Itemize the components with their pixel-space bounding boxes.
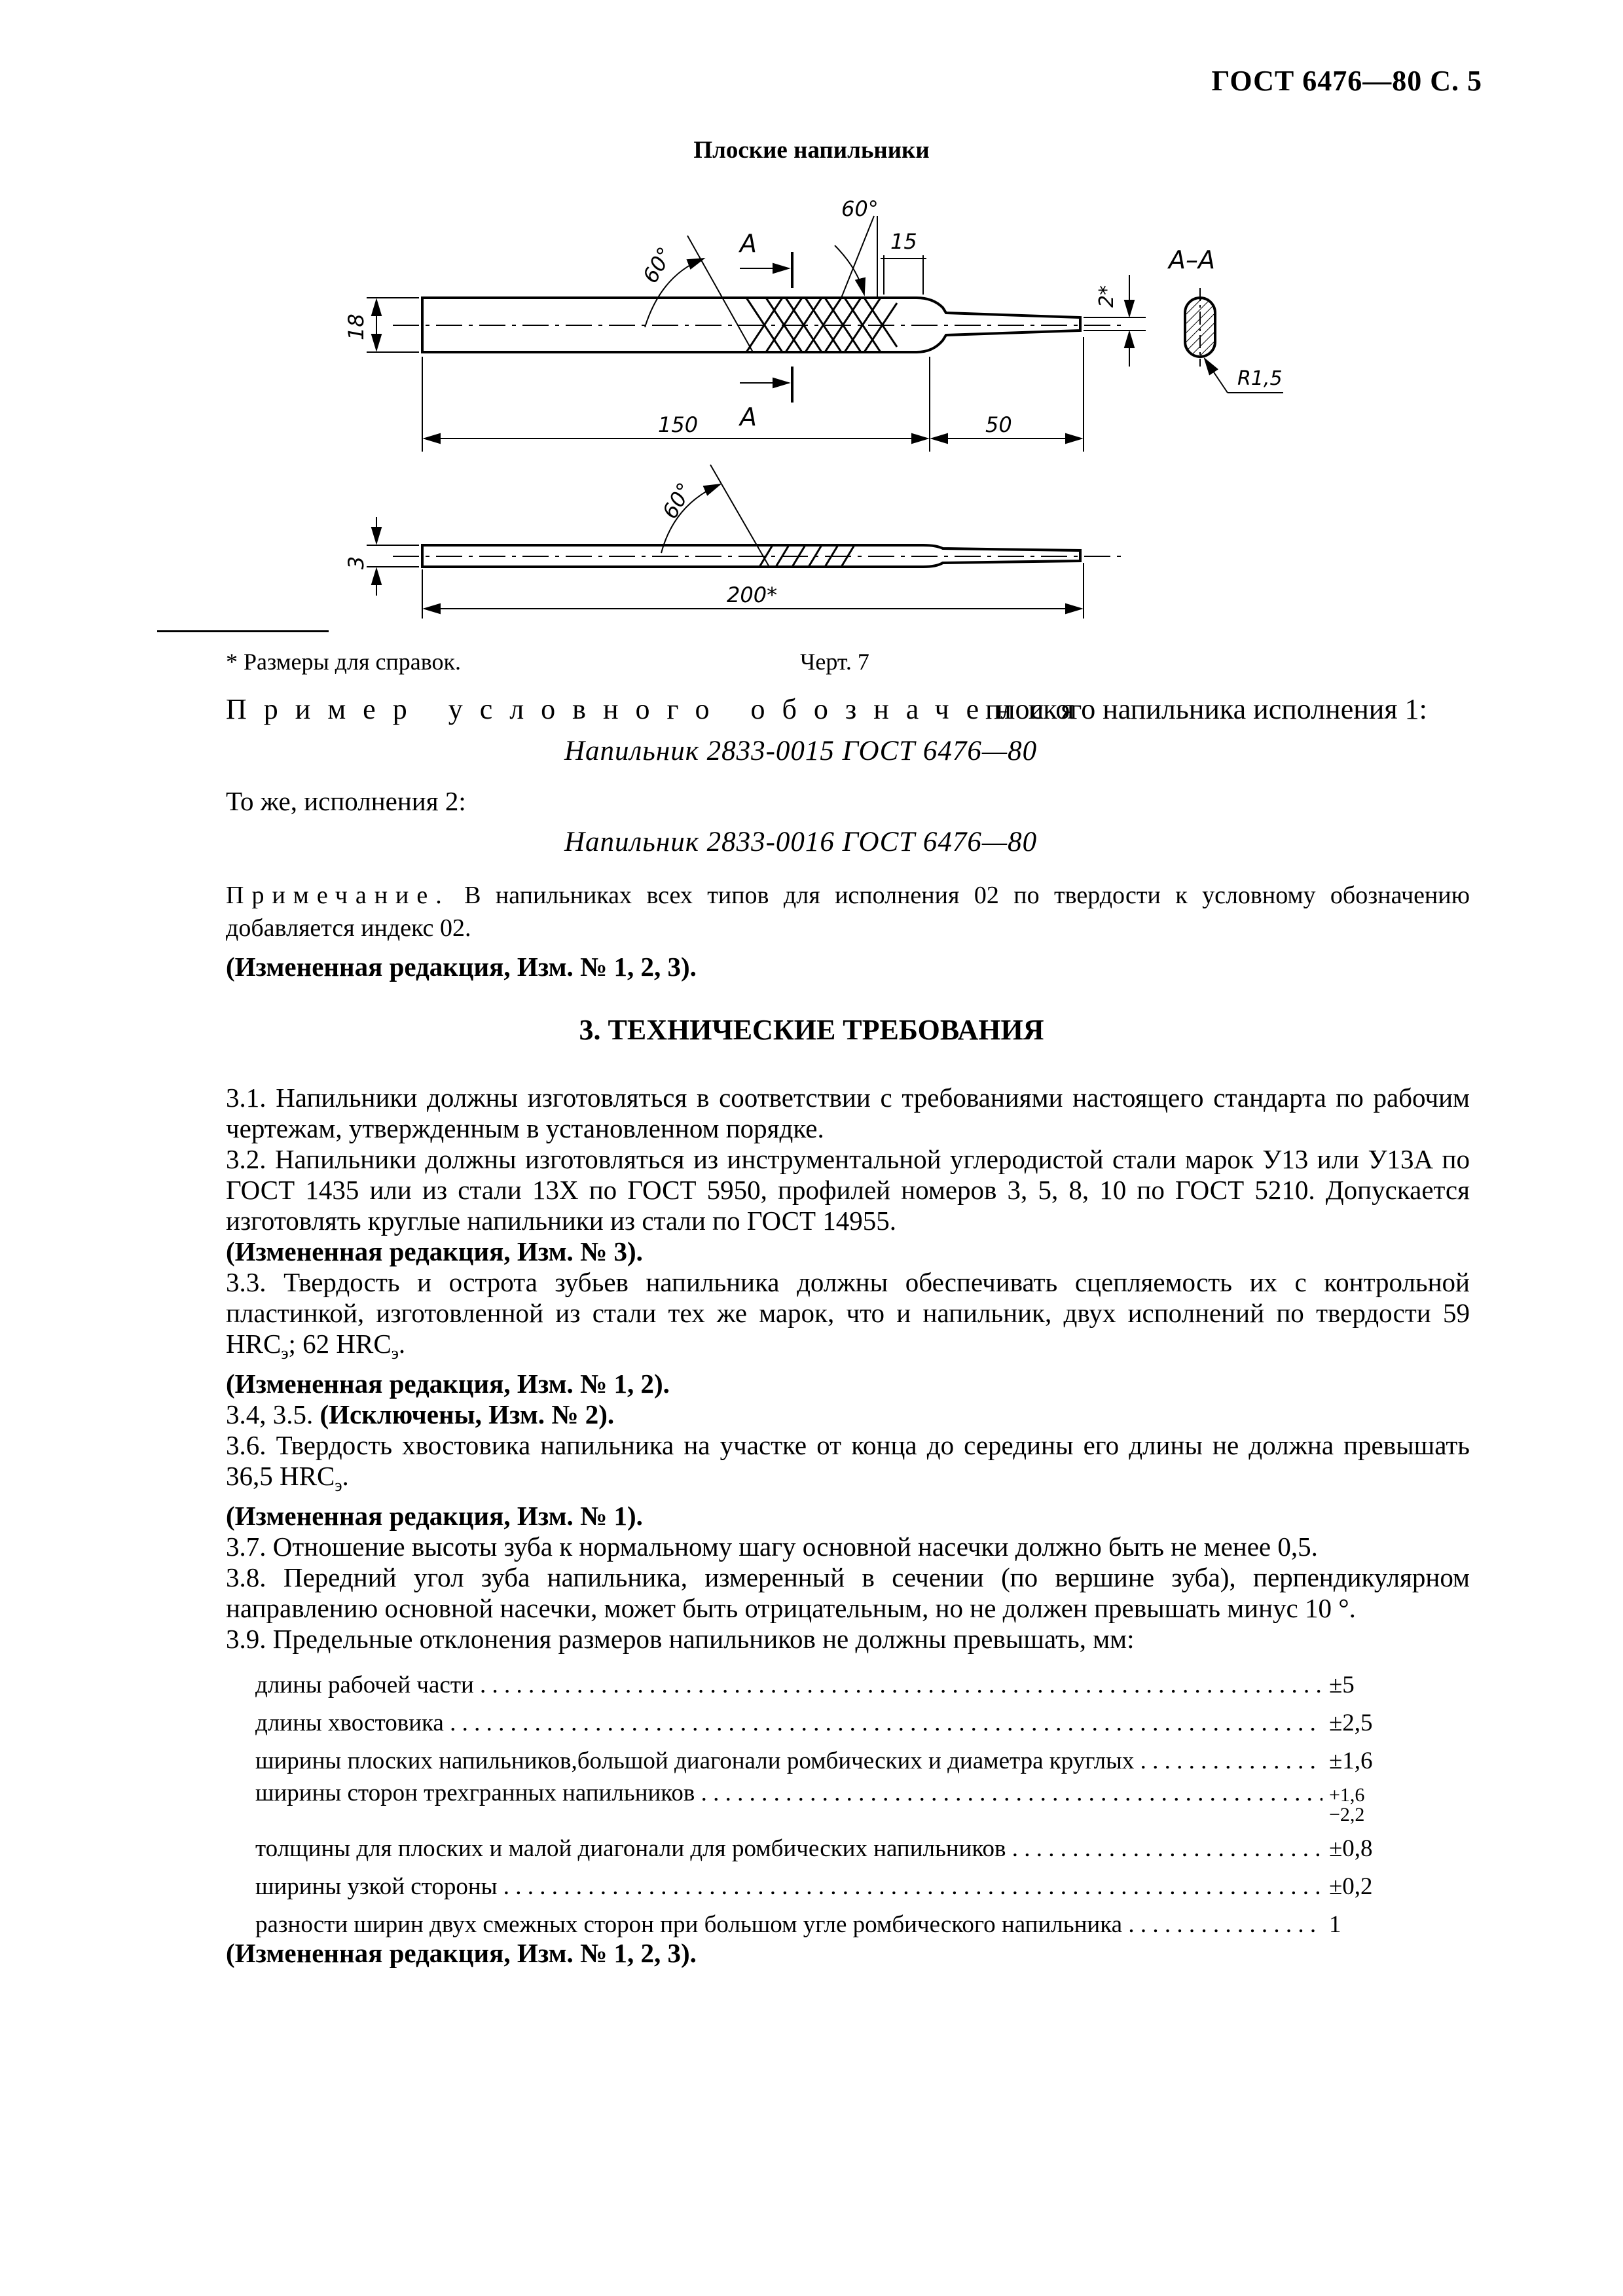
example-tail: плоского напильника исполнения 1: xyxy=(985,693,1427,725)
note xyxy=(226,879,1470,944)
dim-150: 150 xyxy=(658,412,699,437)
section-mark-bottom: А xyxy=(740,403,757,431)
para-3-3: 3.3. Твердость и острота зубьев напильника должны обеспечивать сцепляемость их с контрольной пластинкой, изготовленной из стали тех же марок, что и напильник, двух исполнений по твердости 59 $HRC_э$; 62 $HRC_э$. xyxy=(226,1267,1470,1363)
tolerance-row: длины рабочей части . . . ±5 xyxy=(255,1661,1414,1699)
tolerance-row: ширины узкой стороны . . . ±0,2 xyxy=(255,1863,1414,1901)
amendment-1: (Измененная редакция, Изм. № 1, 2, 3). xyxy=(226,952,697,982)
para-3-7: 3.7. Отношение высоты зуба к нормальному шагу основной насечки должно быть не менее 0,5. xyxy=(226,1532,1318,1562)
para-3-4: 3.4, 3.5. (Исключены, Изм. № 2). xyxy=(226,1399,615,1430)
dim-50: 50 xyxy=(985,412,1012,437)
tolerance-row: длины хвостовика . . . ±2,5 xyxy=(255,1699,1414,1737)
same-label: То же, исполнения 2: xyxy=(226,786,466,816)
amend-3-3: (Измененная редакция, Изм. № 1, 2). xyxy=(226,1369,670,1399)
dim-3: 3 xyxy=(344,556,369,569)
section-title: 3. ТЕХНИЧЕСКИЕ ТРЕБОВАНИЯ xyxy=(579,1014,1044,1046)
page-header: ГОСТ 6476—80 С. 5 xyxy=(1211,65,1482,97)
amend-3-2: (Измененная редакция, Изм. № 3). xyxy=(226,1236,643,1266)
para-3-6: 3.6. Твердость хвостовика напильника на участке от конца до середины его длины не должна превышать 36,5 $HRC_э$. xyxy=(226,1430,1470,1496)
tolerance-row: толщины для плоских и малой диагонали для ромбических напильников . . . ±0,8 xyxy=(255,1825,1414,1863)
dim-18: 18 xyxy=(344,314,369,340)
footnote: * Размеры для справок. xyxy=(226,649,461,675)
tolerance-list xyxy=(255,1661,1414,1939)
section-label: А–А xyxy=(1169,245,1215,274)
amendment-final: (Измененная редакция, Изм. № 1, 2, 3). xyxy=(226,1938,697,1968)
dim-15: 15 xyxy=(890,229,917,254)
note-label: Примечание. xyxy=(226,882,450,909)
section-mark-top: А xyxy=(740,229,757,258)
amend-3-6: (Измененная редакция, Изм. № 1). xyxy=(226,1501,643,1532)
radius-label: R1,5 xyxy=(1237,367,1283,390)
para-3-2: 3.2. Напильники должны изготовляться из инструментальной углеродистой стали марок У13 или У13А по ГОСТ 1435 или из стали 13Х по ГОСТ 5950, профилей номеров 3, 5, 8, 10 по ГОСТ 5210. Допускается изготовлять круглые напильники из стали по ГОСТ 14955. xyxy=(226,1144,1470,1236)
dim-2: 2* xyxy=(1095,285,1118,308)
requirements xyxy=(226,1083,1470,1655)
angle-label-left: 60° xyxy=(638,242,678,287)
angle-label-right: 60° xyxy=(841,196,879,221)
example-label: Пример условного обозначения xyxy=(226,693,1091,725)
designation-1: Напильник 2833-0015 ГОСТ 6476—80 xyxy=(564,736,1038,766)
note-text: В напильниках всех типов для исполнения 02 по твердости к условному обозначению добавляется индекс 02. xyxy=(226,882,1470,942)
file-drawing xyxy=(0,0,1623,628)
dim-200: 200* xyxy=(727,583,778,607)
designation-2: Напильник 2833-0016 ГОСТ 6476—80 xyxy=(564,827,1038,857)
para-3-9: 3.9. Предельные отклонения размеров напильников не должны превышать, мм: xyxy=(226,1624,1135,1655)
angle-label-lower: 60° xyxy=(657,478,698,523)
tolerance-row: разности ширин двух смежных сторон при большом угле ромбического напильника . . . 1 xyxy=(255,1901,1414,1939)
tolerance-row: ширины сторон трехгранных напильников . . . +1,6 −2,2 xyxy=(255,1775,1414,1825)
tolerance-row: ширины плоских напильников,большой диагонали ромбических и диаметра круглых . . . ±1,6 xyxy=(255,1737,1414,1775)
footnote-rule xyxy=(157,630,329,632)
para-3-8: 3.8. Передний угол зуба напильника, измеренный в сечении (по вершине зуба), перпендикулярном направлению основной насечки, может быть отрицательным, но не должен превышать минус 10 °. xyxy=(226,1562,1470,1624)
figure-title: Плоские напильники xyxy=(693,137,930,164)
figure-caption: Черт. 7 xyxy=(800,649,869,675)
para-3-1: 3.1. Напильники должны изготовляться в соответствии с требованиями настоящего стандарта по рабочим чертежам, утвержденным в установленном порядке. xyxy=(226,1083,1470,1143)
